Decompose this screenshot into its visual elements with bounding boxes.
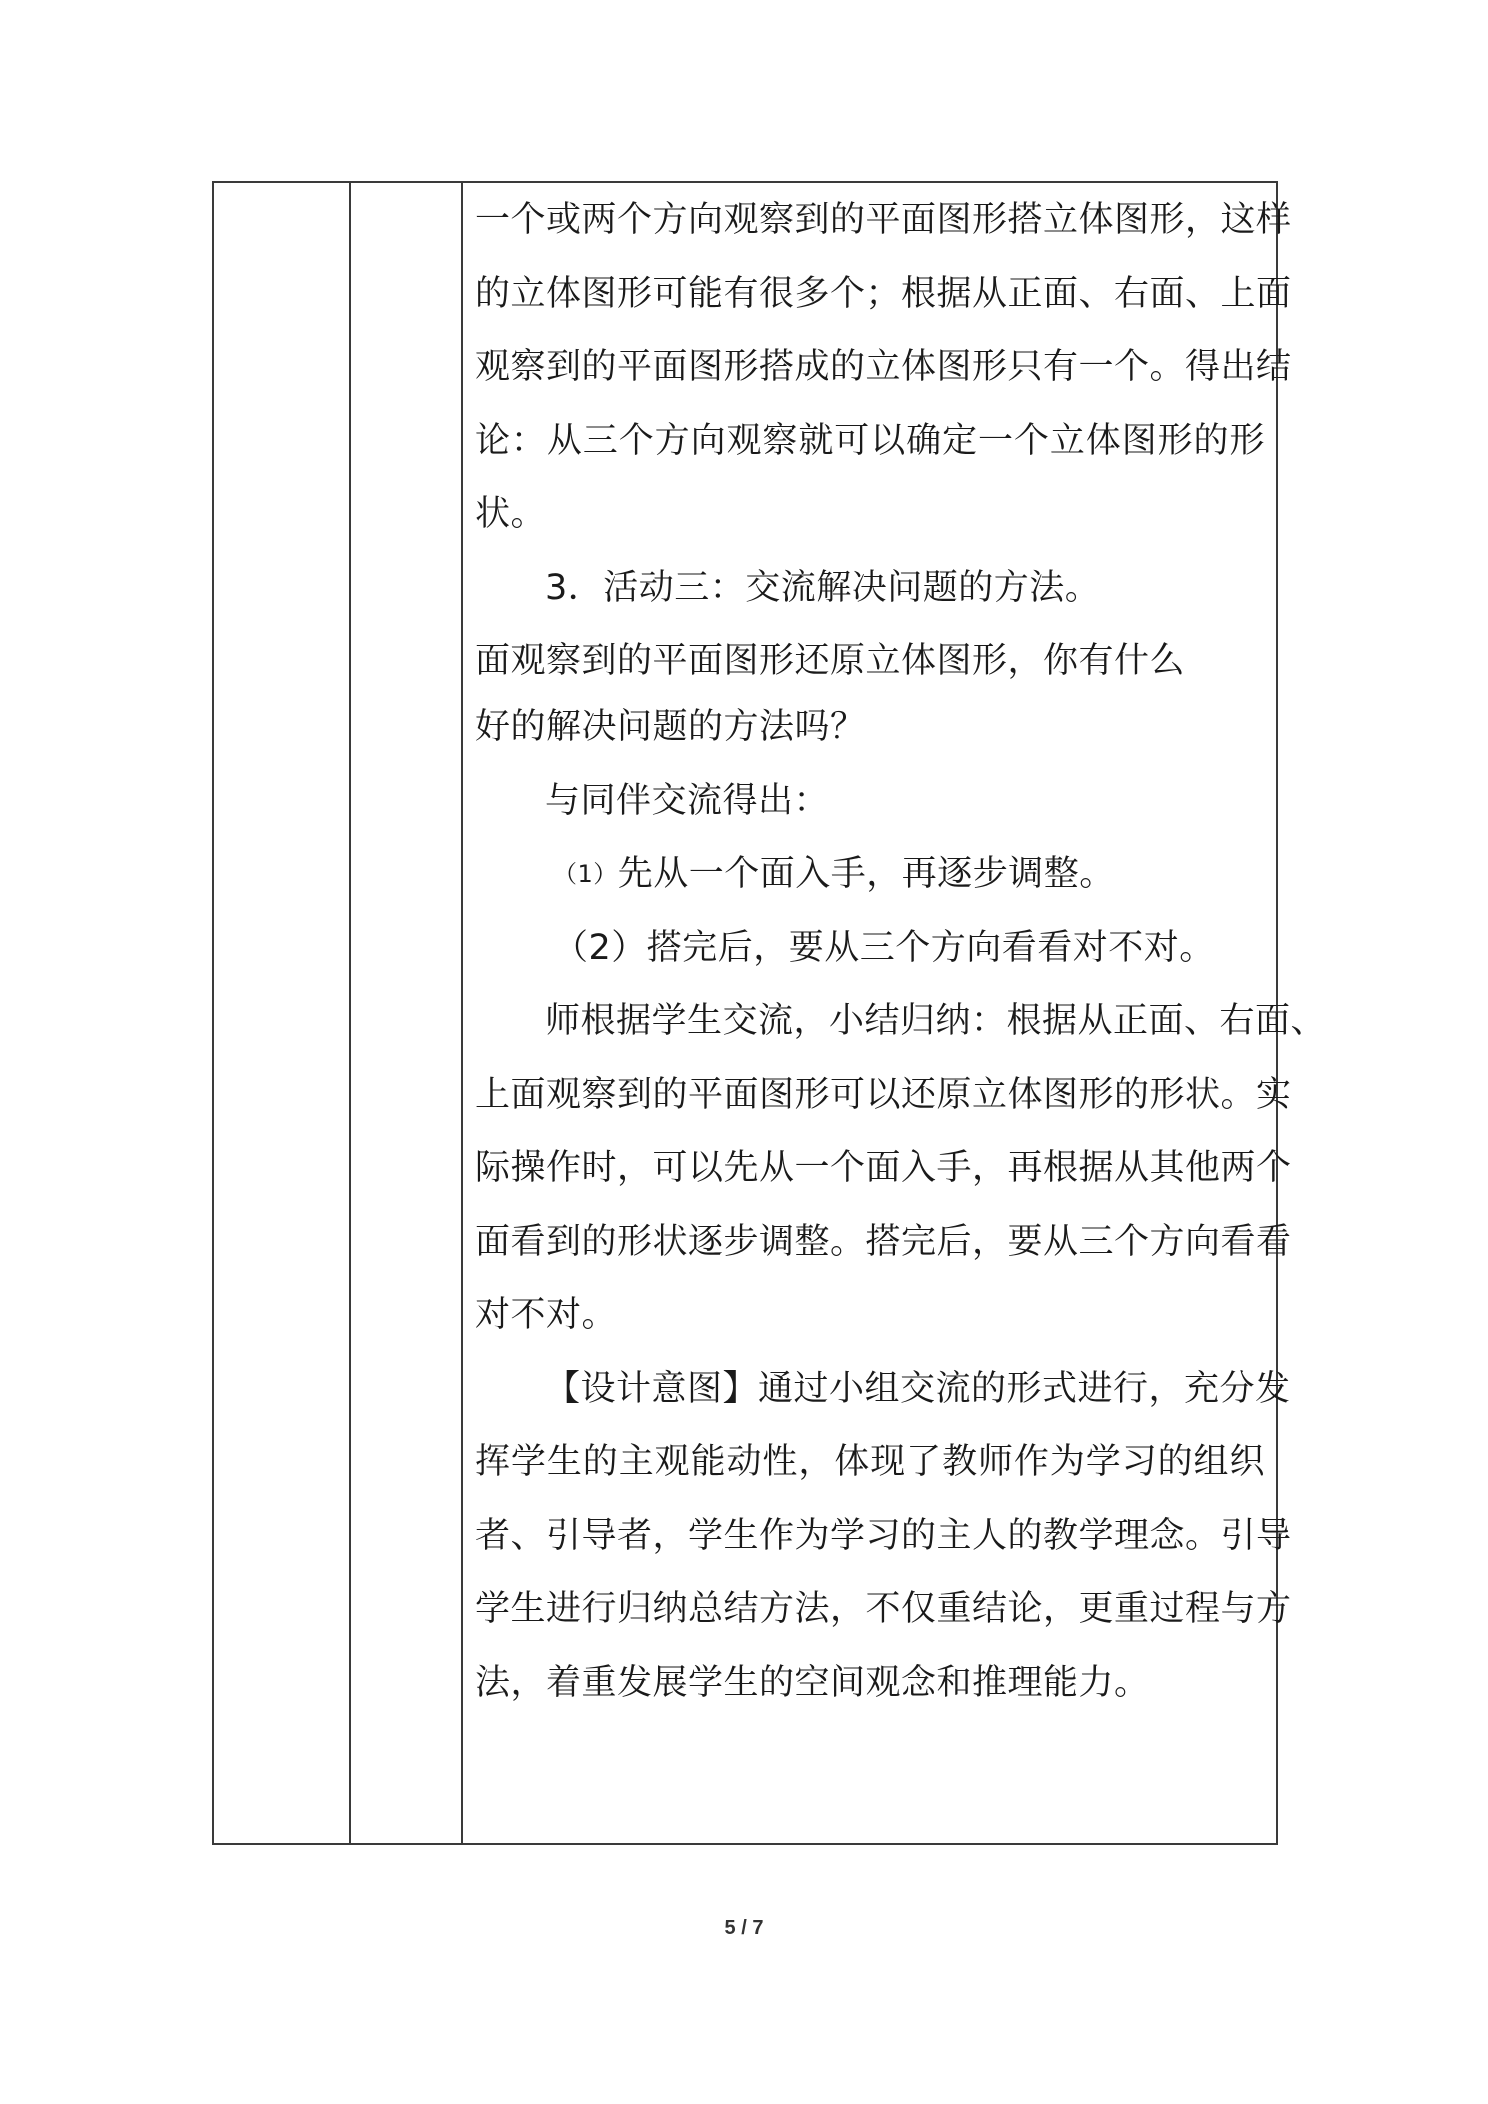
paragraph-line: 一个或两个方向观察到的平面图形搭立体图形，这样 bbox=[475, 200, 1292, 240]
paragraph-line: 论：从三个方向观察就可以确定一个立体图形的形 bbox=[475, 421, 1265, 461]
activity-heading: 3．活动三：交流解决问题的方法。 bbox=[545, 568, 1101, 608]
page-number: 5 / 7 bbox=[724, 1917, 764, 1939]
list-item-1 bbox=[553, 854, 1115, 894]
question-line: 好的解决问题的方法吗？ bbox=[475, 707, 866, 747]
table-column-divider-1 bbox=[349, 183, 351, 1843]
paragraph-line: 观察到的平面图形搭成的立体图形只有一个。得出结 bbox=[475, 347, 1292, 387]
design-intent-line: 学生进行归纳总结方法，不仅重结论，更重过程与方 bbox=[475, 1589, 1292, 1629]
design-intent-line: 法，着重发展学生的空间观念和推理能力。 bbox=[475, 1663, 1150, 1703]
summary-line: 对不对。 bbox=[475, 1295, 618, 1335]
list-item-1-marker: （1） bbox=[553, 860, 618, 888]
list-item-2: （2）搭完后，要从三个方向看看对不对。 bbox=[553, 928, 1215, 968]
design-intent-line: 者、引导者，学生作为学习的主人的教学理念。引导 bbox=[475, 1516, 1292, 1556]
summary-line: 际操作时，可以先从一个面入手，再根据从其他两个 bbox=[475, 1148, 1292, 1188]
paragraph-line: 状。 bbox=[475, 494, 547, 534]
summary-line: 师根据学生交流，小结归纳：根据从正面、右面、 bbox=[545, 1001, 1327, 1041]
design-intent-line: 挥学生的主观能动性，体现了教师作为学习的组织 bbox=[475, 1442, 1265, 1482]
question-line: 面观察到的平面图形还原立体图形，你有什么 bbox=[475, 641, 1186, 681]
list-item-1-text: 先从一个面入手，再逐步调整。 bbox=[617, 854, 1115, 894]
discussion-intro: 与同伴交流得出： bbox=[545, 781, 830, 821]
design-intent-line: 【设计意图】通过小组交流的形式进行，充分发 bbox=[545, 1369, 1291, 1409]
table-column-divider-2 bbox=[461, 183, 463, 1843]
paragraph-line: 的立体图形可能有很多个；根据从正面、右面、上面 bbox=[475, 274, 1292, 314]
summary-line: 面看到的形状逐步调整。搭完后，要从三个方向看看 bbox=[475, 1222, 1292, 1262]
summary-line: 上面观察到的平面图形可以还原立体图形的形状。实 bbox=[475, 1075, 1292, 1115]
